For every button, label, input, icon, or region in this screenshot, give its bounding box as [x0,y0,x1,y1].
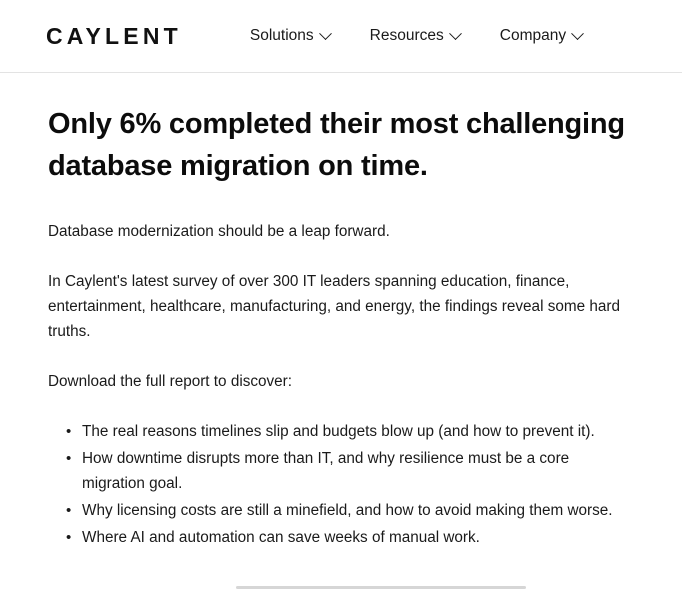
bottom-scroll-indicator [0,585,682,589]
main-content [0,73,682,550]
download-prompt: Download the full report to discover: [48,373,293,390]
nav-item-resources[interactable] [370,27,460,45]
intro-paragraph-1: Database modernization should be a leap forward. [48,223,390,240]
caylent-logo[interactable]: CAYLENT [46,22,182,49]
chevron-down-icon [449,27,462,40]
list-item: • The real reasons timelines slip and budgets blow up (and how to prevent it). [82,419,636,444]
nav-item-solutions-label: Solutions [249,27,314,44]
list-item: • Why licensing costs are still a minefield, and how to avoid making them worse. [82,498,636,523]
nav-item-solutions[interactable] [250,27,330,45]
site-header [0,0,682,73]
main-navigation [250,27,582,45]
chevron-down-icon [319,27,332,40]
nav-item-resources-label: Resources [369,27,444,44]
nav-item-company-label: Company [499,27,567,44]
chevron-down-icon [571,27,584,40]
nav-item-company[interactable] [500,27,582,45]
page-title: Only 6% completed their most challenging database migration on time. [48,108,625,182]
intro-paragraph-2: In Caylent's latest survey of over 300 IT leaders spanning education, finance, entertainment, healthcare, manufacturing, and energy, the findings reveal some hard truths. [48,273,620,340]
list-item: • How downtime disrupts more than IT, and why resilience must be a core migration goal. [82,446,636,496]
list-item: • Where AI and automation can save weeks of manual work. [82,525,636,550]
report-highlights-list [48,419,636,550]
